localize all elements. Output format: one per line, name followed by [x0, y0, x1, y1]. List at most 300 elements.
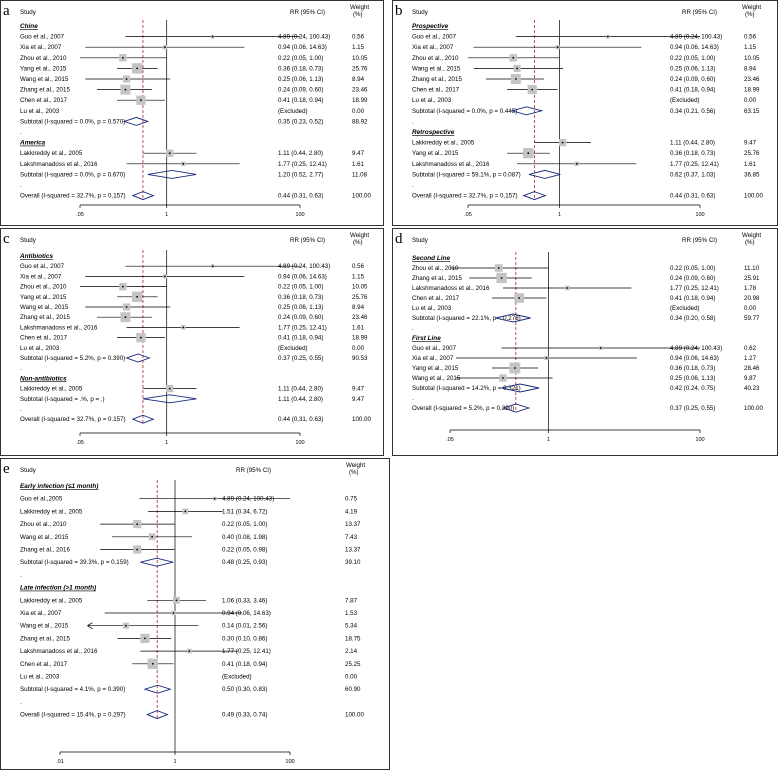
spacer-dot: . — [20, 571, 22, 579]
weight-value: 0.56 — [744, 33, 757, 41]
study-name: Chen et al., 2017 — [412, 295, 460, 302]
rr-ci-value: 1.77 (0.25, 12.41) — [278, 160, 327, 168]
study-name: Guo et al., 2007 — [20, 263, 65, 271]
subgroup-heading: Antibiotics — [20, 253, 54, 260]
rr-ci-value: 1.11 (0.44, 2.80) — [670, 139, 715, 147]
rr-ci-value: (Excluded) — [222, 673, 252, 681]
point-estimate — [514, 367, 516, 369]
study-name: Chen et al., 2017 — [20, 334, 68, 342]
rr-ci-value: 0.42 (0.24, 0.75) — [670, 385, 716, 392]
subtotal-label: Subtotal (I-squared = .%, p = .) — [20, 395, 105, 403]
rr-ci-value: 0.22 (0.05, 1.00) — [278, 54, 324, 62]
panel-label: a — [3, 3, 10, 19]
rr-ci-value: (Excluded) — [670, 305, 700, 312]
x-tick-label: 100 — [295, 212, 305, 218]
x-tick-label: 100 — [285, 759, 295, 765]
x-tick-label: 1 — [165, 212, 169, 218]
weight-value: 9.87 — [744, 375, 757, 382]
study-name: Wang et al., 2015 — [20, 76, 69, 83]
subtotal-diamond — [143, 395, 197, 403]
weight-value: 0.00 — [345, 673, 358, 681]
rr-ci-value: 4.89 (0.24, 100.43) — [278, 263, 331, 271]
panel-e — [1, 459, 390, 770]
study-name: Lakshmanadoss et al., 2016 — [412, 285, 490, 292]
study-name: Yang et al., 2015 — [412, 365, 459, 372]
weight-value: 7.87 — [345, 597, 358, 605]
study-name: Lakshmanadoss et al., 2016 — [20, 324, 98, 332]
weight-value: 0.00 — [744, 97, 757, 105]
weight-value: 10.05 — [744, 54, 760, 62]
study-name: Wang et al., 2015 — [412, 375, 461, 382]
study-name: Wang et al., 2015 — [20, 533, 69, 541]
rr-ci-value: 0.41 (0.18, 0.94) — [278, 97, 324, 105]
rr-ci-value: 4.89 (0.24, 100.43) — [670, 345, 723, 352]
spacer-dot: . — [20, 698, 22, 706]
weight-value: 1.61 — [744, 160, 757, 168]
subtotal-label: Subtotal (I-squared = 0.0%, p = 0.670) — [20, 171, 126, 179]
point-estimate — [122, 57, 124, 59]
rr-ci-value: 0.30 (0.10, 0.86) — [222, 635, 268, 643]
rr-ci-value: 0.36 (0.18, 0.73) — [278, 293, 324, 301]
study-name: Zhou et al., 2010 — [20, 521, 67, 529]
weight-value: 0.56 — [352, 33, 365, 41]
rr-ci-value: 1.77 (0.25, 12.41) — [278, 324, 327, 332]
rr-ci-value: 0.22 (0.05, 1.00) — [670, 54, 716, 62]
point-estimate — [531, 89, 533, 91]
rr-ci-value: 4.89 (0.24, 100.43) — [278, 33, 331, 41]
point-estimate — [140, 337, 142, 339]
weight-value: 0.00 — [744, 305, 757, 312]
rr-ci-value: 0.35 (0.23, 0.52) — [278, 118, 324, 126]
rr-ci-value: 4.89 (0.24, 100.43) — [670, 33, 723, 41]
study-name: Zhang et al., 2015 — [20, 86, 70, 94]
point-estimate — [182, 163, 184, 165]
subtotal-diamond — [145, 685, 170, 693]
x-tick-label: 1 — [546, 437, 551, 443]
point-estimate — [136, 523, 138, 525]
spacer-dot: . — [412, 182, 414, 189]
point-estimate — [125, 316, 127, 318]
subgroup-heading: Retrospective — [412, 129, 455, 136]
study-name: Xia et al., 2007 — [412, 44, 454, 52]
rr-ci-value: 0.40 (0.08, 1.98) — [222, 533, 268, 541]
study-name: Zhang et al., 2015 — [412, 76, 462, 83]
weight-value: 8.94 — [352, 76, 365, 83]
weight-value: 88.92 — [352, 118, 368, 126]
rr-ci-value: 0.25 (0.06, 1.13) — [670, 375, 716, 382]
weight-value: 0.00 — [352, 344, 365, 352]
point-estimate — [173, 612, 175, 614]
weight-value: 9.47 — [352, 150, 365, 158]
study-name: Lakshmanadoss et al., 2016 — [412, 160, 490, 168]
subtotal-label: Subtotal (I-squared = 59.1%, p = 0.087) — [412, 171, 521, 179]
point-estimate — [546, 357, 548, 359]
study-name: Wang et al., 2015 — [20, 622, 69, 630]
overall-label: Overall (I-squared = 5.2%, p = 0.390) — [412, 405, 515, 412]
study-name: Lu et al., 2003 — [20, 107, 60, 115]
study-name: Chen et al., 2017 — [412, 86, 460, 94]
weight-value: 18.99 — [352, 334, 368, 342]
study-name: Xia et al., 2007 — [20, 273, 62, 281]
point-estimate — [498, 267, 500, 269]
rr-ci-value: 0.44 (0.31, 0.63) — [670, 192, 716, 200]
rr-ci-value: 0.37 (0.25, 0.55) — [278, 355, 324, 362]
study-name: Zhang et al., 2016 — [20, 546, 70, 554]
weight-value: 100.00 — [345, 711, 364, 719]
subtotal-diamond — [124, 117, 148, 125]
study-name: Guo et al., 2007 — [412, 33, 457, 41]
subtotal-diamond — [127, 354, 150, 362]
rr-ci-value: 1.06 (0.33, 3.46) — [222, 597, 268, 605]
weight-value: 10.05 — [352, 54, 368, 62]
x-tick-label: 100 — [295, 440, 305, 446]
rr-ci-value: 0.94 (0.06, 14.63) — [278, 44, 327, 52]
weight-column-header: Weight — [350, 232, 370, 239]
weight-value: 5.34 — [345, 622, 358, 630]
panel-label: e — [3, 461, 10, 477]
rr-ci-value: 0.25 (0.06, 1.13) — [670, 65, 716, 73]
weight-value: 18.99 — [352, 97, 368, 105]
weight-value: 90.53 — [352, 355, 368, 362]
weight-value: 100.00 — [352, 192, 371, 200]
study-name: Lu et al., 2003 — [20, 673, 60, 681]
weight-value: 0.75 — [345, 495, 358, 503]
study-name: Xia et al., 2007 — [20, 610, 62, 617]
spacer-dot: . — [412, 118, 414, 126]
subtotal-label: Subtotal (I-squared = 4.1%, p = 0.390) — [20, 686, 126, 694]
x-tick-label: .05 — [76, 212, 84, 218]
rr-ci-value: (Excluded) — [670, 97, 700, 105]
weight-value: 100.00 — [744, 405, 763, 412]
point-estimate — [164, 46, 166, 48]
point-estimate — [125, 89, 127, 91]
subgroup-heading: Non-antibiotics — [20, 375, 67, 383]
rr-ci-value: 0.25 (0.06, 1.13) — [278, 76, 324, 83]
point-estimate — [182, 327, 184, 329]
weight-value: 10.05 — [352, 283, 368, 291]
study-name: Wang et al., 2015 — [20, 304, 69, 311]
point-estimate — [515, 78, 517, 80]
weight-value: 100.00 — [352, 416, 371, 424]
weight-value: 8.94 — [352, 304, 365, 311]
weight-value: 1.27 — [744, 355, 757, 362]
weight-column-header: Weight — [346, 462, 366, 469]
study-name: Xia et al., 2007 — [20, 44, 62, 52]
x-tick-label: .05 — [76, 440, 84, 446]
subtotal-label: Subtotal (I-squared = 0.0%, p = 0.570) — [20, 118, 126, 126]
panel-label: b — [395, 3, 403, 19]
rr-column-header: RR (95% CI) — [682, 237, 718, 244]
weight-value: 1.15 — [352, 273, 365, 281]
subtotal-label: Subtotal (I-squared = 0.0%, p = 0.445) — [412, 107, 518, 115]
point-estimate — [607, 36, 609, 38]
weight-unit-header: (%) — [353, 11, 363, 18]
point-estimate — [212, 265, 214, 267]
weight-value: 1.15 — [352, 44, 365, 52]
study-name: Guo et al., 2007 — [412, 345, 457, 352]
weight-unit-header: (%) — [745, 11, 755, 18]
rr-column-header: RR (95% CI) — [682, 9, 718, 16]
weight-column-header: Weight — [350, 4, 370, 11]
rr-ci-value: 0.48 (0.25, 0.93) — [222, 559, 268, 567]
rr-ci-value: 0.44 (0.31, 0.63) — [278, 416, 324, 424]
weight-value: 25.76 — [352, 65, 368, 73]
point-estimate — [169, 152, 171, 154]
weight-value: 1.78 — [744, 285, 757, 292]
point-estimate — [562, 142, 564, 144]
point-estimate — [126, 306, 128, 308]
point-estimate — [188, 650, 190, 652]
rr-ci-value: 0.49 (0.33, 0.74) — [222, 711, 268, 719]
point-estimate — [512, 57, 514, 59]
weight-value: 59.77 — [744, 315, 760, 322]
point-estimate — [169, 388, 171, 390]
rr-ci-value: 0.24 (0.09, 0.60) — [670, 76, 716, 83]
rr-ci-value: 0.41 (0.18, 0.94) — [670, 86, 716, 94]
point-estimate — [125, 625, 127, 627]
study-name: Chen et al., 2017 — [20, 97, 68, 105]
weight-unit-header: (%) — [349, 469, 359, 476]
study-name: Zhou et al., 2010 — [412, 265, 459, 272]
study-name: Zhou et al., 2010 — [20, 54, 67, 62]
weight-value: 1.61 — [352, 324, 365, 332]
rr-ci-value: 0.41 (0.18, 0.94) — [278, 334, 324, 342]
point-estimate — [516, 68, 518, 70]
weight-value: 23.46 — [352, 86, 368, 94]
rr-ci-value: 0.62 (0.37, 1.03) — [670, 171, 716, 179]
rr-ci-value: 0.36 (0.18, 0.73) — [670, 365, 716, 372]
weight-value: 13.37 — [345, 546, 361, 554]
point-estimate — [600, 347, 602, 349]
weight-value: 100.00 — [744, 192, 763, 200]
rr-ci-value: 0.36 (0.18, 0.73) — [278, 65, 324, 73]
study-name: Zhang et al., 2015 — [20, 635, 70, 643]
point-estimate — [122, 286, 124, 288]
study-name: Zhou et al., 2010 — [412, 54, 459, 62]
spacer-dot: . — [412, 325, 414, 332]
weight-value: 25.76 — [352, 293, 368, 301]
rr-ci-value: 0.34 (0.20, 0.58) — [670, 315, 716, 322]
rr-ci-value: (Excluded) — [278, 344, 308, 352]
rr-ci-value: 1.77 (0.25, 12.41) — [670, 285, 719, 292]
panel-d — [393, 229, 778, 456]
study-name: Lu et al., 2003 — [20, 344, 60, 352]
weight-column-header: Weight — [742, 232, 762, 239]
point-estimate — [152, 663, 154, 665]
weight-value: 1.61 — [352, 160, 365, 168]
rr-ci-value: 1.11 (0.44, 2.80) — [278, 395, 323, 403]
study-name: Yang et al., 2015 — [20, 65, 67, 73]
point-estimate — [140, 99, 142, 101]
panel-a — [1, 1, 384, 226]
subtotal-label: Subtotal (I-squared = 22.1%, p = 0.278) — [412, 315, 521, 322]
point-estimate — [176, 599, 178, 601]
study-name: Xia et al., 2007 — [412, 355, 454, 362]
subgroup-heading: Chine — [20, 23, 38, 30]
study-name: Lakkireddy et al., 2005 — [412, 139, 475, 147]
study-name: Yang et al., 2015 — [412, 150, 459, 158]
overall-label: Overall (I-squared = 32.7%, p = 0.157) — [412, 192, 518, 200]
subgroup-heading: Second Line — [412, 255, 450, 262]
weight-value: 1.53 — [345, 610, 358, 617]
x-tick-label: .05 — [464, 212, 472, 218]
spacer-dot: . — [412, 395, 414, 402]
rr-ci-value: 0.22 (0.05, 1.00) — [278, 283, 324, 291]
overall-label: Overall (I-squared = 32.7%, p = 0.157) — [20, 416, 126, 424]
point-estimate — [501, 277, 503, 279]
weight-value: 9.47 — [352, 385, 365, 393]
panel-label: c — [3, 231, 10, 247]
study-column-header: Study — [412, 237, 428, 244]
point-estimate — [136, 68, 138, 70]
point-estimate — [184, 511, 186, 513]
rr-ci-value: 0.94 (0.06, 14.63) — [670, 355, 719, 362]
panel-label: d — [395, 231, 403, 247]
rr-ci-value: 0.36 (0.18, 0.73) — [670, 150, 716, 158]
weight-value: 0.56 — [352, 263, 365, 271]
rr-ci-value: 0.24 (0.09, 0.60) — [670, 275, 716, 282]
panel-c — [1, 229, 384, 456]
weight-value: 63.15 — [744, 107, 760, 115]
rr-ci-value: 1.77 (0.25, 12.41) — [222, 648, 271, 656]
weight-value: 39.10 — [345, 559, 361, 567]
weight-value: 20.98 — [744, 295, 760, 302]
subtotal-diamond — [140, 558, 173, 566]
rr-column-header: RR (95% CI) — [236, 467, 272, 474]
rr-column-header: RR (95% CI) — [290, 237, 326, 244]
point-estimate — [164, 276, 166, 278]
weight-value: 1.15 — [744, 44, 757, 52]
weight-value: 25.25 — [345, 660, 361, 668]
study-name: Guo et al., 2007 — [20, 33, 65, 41]
weight-value: 9.47 — [352, 395, 365, 403]
rr-ci-value: 0.37 (0.25, 0.55) — [670, 405, 716, 412]
rr-ci-value: 0.94 (0.06, 14.63) — [222, 610, 271, 617]
point-estimate — [126, 78, 128, 80]
rr-ci-value: 0.94 (0.06, 14.63) — [278, 273, 327, 281]
weight-value: 23.46 — [352, 314, 368, 322]
weight-value: 11.08 — [352, 171, 368, 179]
point-estimate — [151, 536, 153, 538]
point-estimate — [136, 549, 138, 551]
point-estimate — [527, 152, 529, 154]
study-column-header: Study — [20, 9, 36, 16]
x-tick-label: 100 — [695, 437, 705, 443]
study-name: Lakkireddy et al., 2005 — [20, 597, 83, 605]
point-estimate — [144, 638, 146, 640]
point-estimate — [502, 377, 504, 379]
point-estimate — [518, 297, 520, 299]
rr-ci-value: 0.50 (0.30, 0.83) — [222, 686, 268, 694]
study-name: Lakshmanadoss et al., 2016 — [20, 648, 98, 656]
study-column-header: Study — [412, 9, 428, 16]
subgroup-heading: Prospective — [412, 23, 449, 30]
weight-value: 0.00 — [352, 107, 365, 115]
spacer-dot: . — [20, 365, 22, 373]
study-name: Guo et al.,2005 — [20, 495, 63, 503]
point-estimate — [557, 46, 559, 48]
spacer-dot: . — [20, 129, 22, 136]
study-name: Chen et al., 2017 — [20, 660, 68, 668]
point-estimate — [136, 296, 138, 298]
weight-value: 18.75 — [345, 635, 361, 643]
point-estimate — [576, 163, 578, 165]
weight-value: 4.19 — [345, 508, 358, 516]
rr-ci-value: 1.51 (0.34, 6.72) — [222, 508, 268, 516]
study-name: Lakkireddy et al., 2005 — [20, 385, 83, 393]
weight-value: 36.85 — [744, 171, 760, 179]
rr-ci-value: 0.25 (0.06, 1.13) — [278, 304, 324, 311]
weight-value: 2.14 — [345, 648, 358, 656]
rr-ci-value: 0.22 (0.05, 1.00) — [670, 265, 716, 272]
study-name: Lakkireddy et al., 2005 — [20, 508, 83, 516]
study-name: Wang et al., 2015 — [412, 65, 461, 73]
overall-label: Overall (I-squared = 15.4%, p = 0.297) — [20, 711, 126, 719]
weight-value: 23.46 — [744, 76, 760, 83]
study-name: Zhang et al., 2015 — [412, 275, 462, 282]
rr-ci-value: 0.24 (0.09, 0.60) — [278, 86, 324, 94]
rr-ci-value: 1.11 (0.44, 2.80) — [278, 385, 323, 393]
study-name: Yang et al., 2015 — [20, 293, 67, 301]
rr-ci-value: 0.24 (0.09, 0.60) — [278, 314, 324, 322]
study-name: Lakshmanadoss et al., 2016 — [20, 160, 98, 168]
study-name: Zhou et al., 2010 — [20, 283, 67, 291]
weight-value: 18.99 — [744, 86, 760, 94]
rr-ci-value: 0.41 (0.18, 0.94) — [222, 660, 268, 668]
study-column-header: Study — [20, 237, 36, 244]
weight-value: 8.94 — [744, 65, 757, 73]
x-tick-label: .01 — [56, 759, 64, 765]
weight-value: 0.62 — [744, 345, 757, 352]
rr-ci-value: (Excluded) — [278, 107, 308, 115]
x-tick-label: 1 — [173, 759, 177, 765]
subtotal-diamond — [529, 170, 560, 178]
rr-ci-value: 0.22 (0.05, 1.00) — [222, 521, 268, 529]
rr-ci-value: 0.22 (0.05, 0.98) — [222, 546, 268, 554]
point-estimate — [566, 287, 568, 289]
weight-unit-header: (%) — [745, 239, 755, 246]
panel-b — [393, 1, 778, 226]
point-estimate — [212, 36, 214, 38]
weight-value: 28.46 — [744, 365, 760, 372]
rr-ci-value: 1.77 (0.25, 12.41) — [670, 160, 719, 168]
study-name: Lakkireddy et al., 2005 — [20, 150, 83, 158]
weight-value: 7.43 — [345, 533, 358, 541]
weight-value: 9.47 — [744, 139, 757, 147]
rr-ci-value: 0.94 (0.06, 14.63) — [670, 44, 719, 52]
study-name: Lu et al., 2003 — [412, 97, 452, 105]
point-estimate — [214, 498, 216, 500]
weight-value: 11.10 — [744, 265, 760, 272]
subgroup-heading: First Line — [412, 335, 441, 342]
rr-ci-value: 0.41 (0.18, 0.94) — [670, 295, 716, 302]
subtotal-label: Subtotal (I-squared = 39.3%, p = 0.159) — [20, 559, 129, 567]
rr-ci-value: 1.20 (0.52, 2.77) — [278, 171, 324, 179]
rr-ci-value: 1.11 (0.44, 2.80) — [278, 150, 323, 158]
spacer-dot: . — [20, 406, 22, 413]
weight-column-header: Weight — [742, 4, 762, 11]
panel-frame — [393, 229, 778, 456]
weight-value: 40.23 — [744, 385, 760, 392]
rr-column-header: RR (95% CI) — [290, 9, 326, 16]
subtotal-label: Subtotal (I-squared = 5.2%, p = 0.390) — [20, 355, 126, 362]
rr-ci-value: 0.34 (0.21, 0.56) — [670, 107, 716, 115]
study-name: Lu et al., 2003 — [412, 305, 452, 312]
subgroup-heading: Late infection (>1 month) — [20, 584, 97, 592]
subgroup-heading: Early infection (≤1 month) — [20, 483, 99, 490]
overall-label: Overall (I-squared = 32.7%, p = 0.157) — [20, 192, 126, 200]
study-name: Zhang et al., 2015 — [20, 314, 70, 322]
